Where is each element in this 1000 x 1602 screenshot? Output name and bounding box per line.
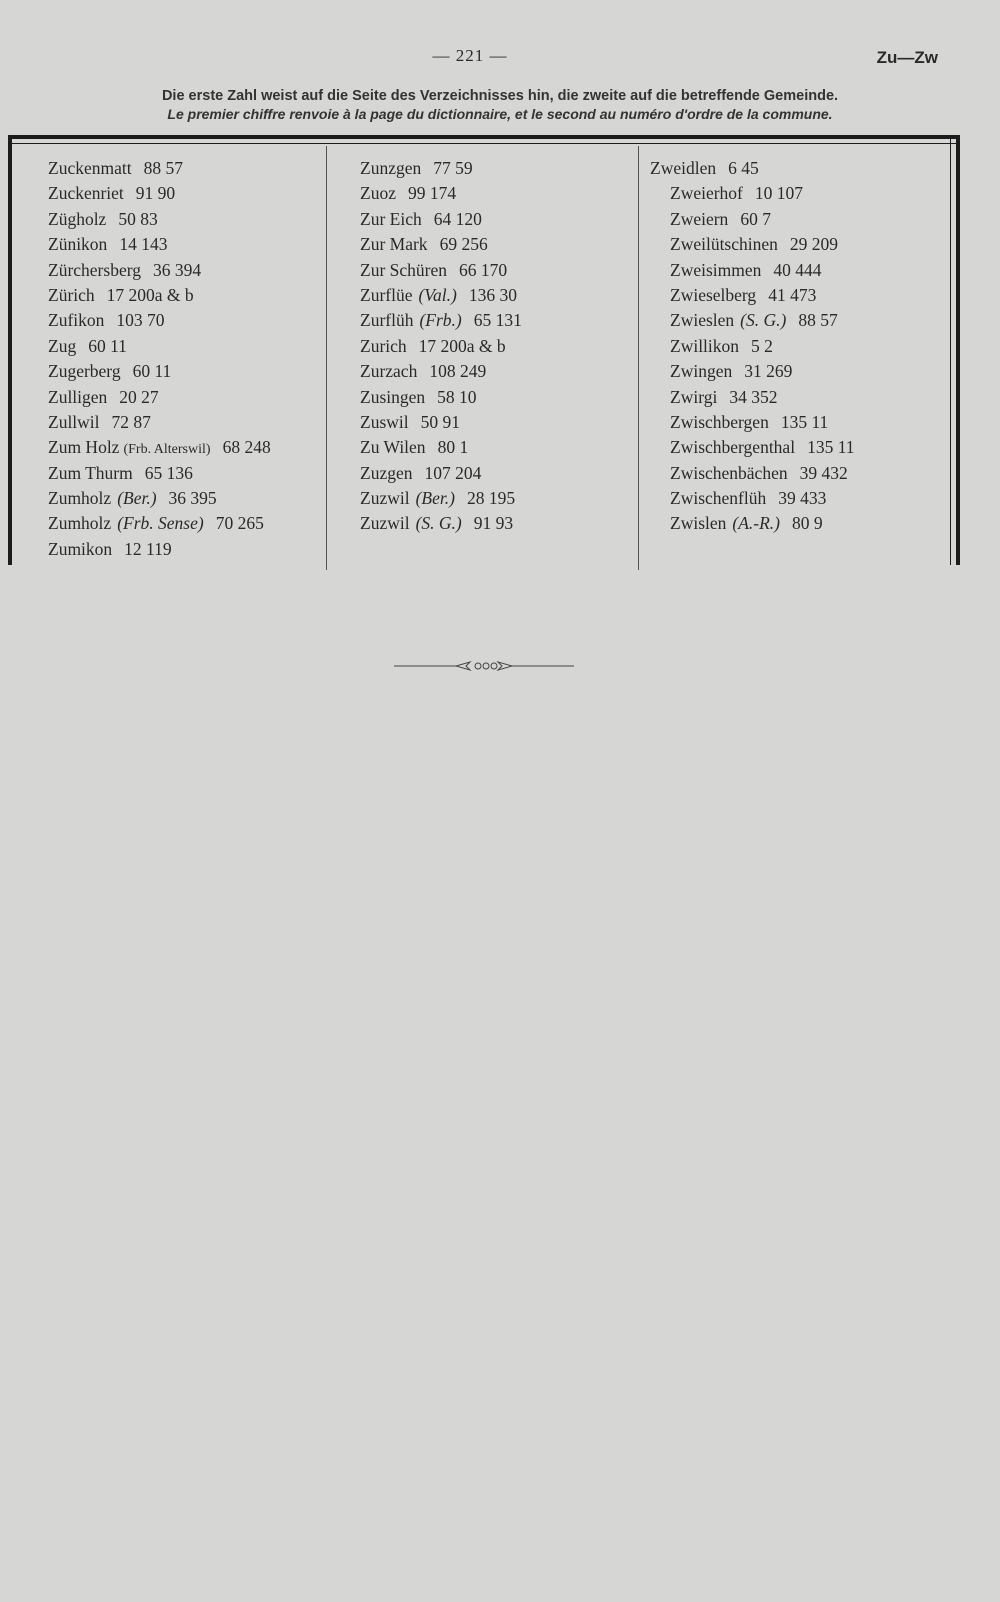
entry-page-and-number: 64 120 — [433, 208, 482, 229]
note-german: Die erste Zahl weist auf die Seite des Verzeichnisses hin, die zweite auf die betreffende Gemeinde. — [161, 88, 839, 104]
entry-page-and-number: 29 209 — [789, 234, 839, 255]
index-entry — [650, 511, 855, 536]
entry-page-and-number: 34 352 — [729, 386, 778, 407]
entry-page-and-number: 80 9 — [792, 513, 823, 534]
entry-page-and-number: 70 265 — [215, 513, 264, 534]
entry-page-and-number: 72 87 — [111, 411, 151, 432]
entry-page-and-number: 50 91 — [420, 411, 460, 432]
index-entry — [360, 511, 522, 536]
ornament-divider — [394, 659, 574, 673]
entry-page-and-number: 135 11 — [807, 437, 855, 458]
entry-page-and-number: 28 195 — [466, 488, 516, 509]
index-entry — [650, 181, 855, 206]
entry-name: Zwislen — [670, 513, 727, 534]
index-entry — [48, 385, 271, 410]
entry-page-and-number: 103 70 — [116, 310, 165, 331]
entry-name: Zur Mark — [360, 234, 428, 255]
entry-name: Zügholz — [48, 208, 107, 229]
index-entry — [48, 258, 271, 283]
index-entry — [650, 207, 855, 232]
entry-name: Zurich — [360, 335, 407, 356]
entry-page-and-number: 91 93 — [473, 513, 514, 534]
entry-name: Zufikon — [48, 310, 105, 331]
entry-name: Zuoz — [360, 183, 396, 204]
entry-page-and-number: 50 83 — [118, 208, 158, 229]
entry-name: Zumholz — [48, 488, 112, 509]
index-entry — [360, 486, 522, 511]
entry-name: Zuswil — [360, 411, 409, 432]
entry-name: Zuckenriet — [48, 183, 124, 204]
index-entry — [650, 410, 855, 435]
entry-page-and-number: 36 394 — [152, 259, 202, 280]
entry-name: Zuzwil — [360, 488, 410, 509]
index-entry — [650, 385, 855, 410]
entry-page-and-number: 68 248 — [222, 437, 271, 458]
entry-name: Zurflüh — [360, 310, 414, 331]
entry-name: Zürchersberg — [48, 259, 141, 280]
top-rule-thin — [8, 143, 960, 144]
entry-page-and-number: 69 256 — [439, 234, 488, 255]
entry-name: Zweiern — [670, 208, 729, 229]
index-entry — [360, 385, 522, 410]
page-header — [0, 46, 1000, 76]
index-entry — [360, 334, 522, 359]
entry-name: Zünikon — [48, 234, 108, 255]
index-entry — [48, 511, 271, 536]
index-entry — [48, 156, 271, 181]
index-entry — [48, 181, 271, 206]
left-border — [8, 135, 12, 565]
entry-page-and-number: 60 11 — [88, 335, 127, 356]
entry-name: Zwieselberg — [670, 284, 757, 305]
usage-notes — [0, 88, 1000, 122]
index-entry — [650, 486, 855, 511]
entry-name: Zurflüe — [360, 284, 413, 305]
entry-name: Zumholz — [48, 513, 112, 534]
index-entry — [48, 308, 271, 333]
entry-name: Zum Thurm — [48, 462, 133, 483]
entry-page-and-number: 65 136 — [144, 462, 193, 483]
index-column-1 — [48, 156, 271, 562]
entry-name: Zürich — [48, 284, 95, 305]
entry-page-and-number: 41 473 — [768, 284, 817, 305]
entry-name: Zwischenbächen — [670, 462, 788, 483]
index-entry — [360, 308, 522, 333]
entry-page-and-number: 91 90 — [135, 183, 176, 204]
entry-name: Zuckenmatt — [48, 158, 132, 178]
index-entry — [360, 181, 522, 206]
index-entry — [48, 435, 271, 460]
entry-qualifier: (A.-R.) — [732, 513, 781, 534]
index-entry — [48, 232, 271, 257]
entry-name: Zug — [48, 335, 77, 356]
entry-name: Zur Schüren — [360, 259, 447, 280]
entry-name: Zweisimmen — [670, 259, 762, 280]
index-entry — [650, 156, 855, 181]
entry-page-and-number: 77 59 — [433, 158, 473, 178]
index-entry — [360, 232, 522, 257]
entry-page-and-number: 31 269 — [744, 361, 793, 382]
entry-page-and-number: 14 143 — [119, 234, 168, 255]
index-entry — [360, 410, 522, 435]
entry-name: Zwirgi — [670, 386, 718, 407]
entry-page-and-number: 12 119 — [124, 538, 172, 559]
entry-page-and-number: 108 249 — [429, 361, 487, 382]
index-entry — [48, 207, 271, 232]
entry-name: Zullwil — [48, 411, 100, 432]
index-entry — [360, 359, 522, 384]
index-entry — [48, 461, 271, 486]
entry-page-and-number: 88 57 — [143, 158, 183, 178]
index-entry — [650, 435, 855, 460]
entry-page-and-number: 6 45 — [728, 158, 759, 178]
top-rule-thick — [8, 135, 960, 139]
entry-page-and-number: 40 444 — [773, 259, 822, 280]
entry-qualifier: (Ber.) — [415, 488, 455, 509]
entry-name: Zum Holz — [48, 437, 120, 458]
index-entry — [650, 308, 855, 333]
entry-page-and-number: 60 11 — [132, 361, 172, 382]
entry-page-and-number: 36 395 — [168, 488, 217, 509]
entry-name: Zuzgen — [360, 462, 413, 483]
index-entry — [48, 486, 271, 511]
entry-name: Zweidlen — [650, 158, 717, 178]
entry-name: Zwischbergen — [670, 411, 769, 432]
right-border — [956, 135, 960, 565]
index-entry — [360, 435, 522, 460]
entry-name: Zwieslen — [670, 310, 735, 331]
entry-qualifier: (S. G.) — [415, 513, 462, 534]
entry-page-and-number: 135 11 — [780, 411, 829, 432]
alphabetical-range-label: Zu—Zw — [876, 48, 938, 67]
entry-name: Zwischbergenthal — [670, 437, 796, 458]
entry-page-and-number: 39 432 — [799, 462, 848, 483]
entry-page-and-number: 20 27 — [119, 386, 159, 407]
entry-name: Zweilütschinen — [670, 234, 778, 255]
index-column-3 — [650, 156, 855, 537]
index-column-2 — [360, 156, 522, 537]
entry-page-and-number: 39 433 — [778, 488, 827, 509]
column-divider — [638, 146, 639, 570]
index-entry — [48, 410, 271, 435]
entry-qualifier: (Frb. Alterswil) — [123, 442, 211, 458]
index-entry — [48, 334, 271, 359]
entry-qualifier: (S. G.) — [740, 310, 787, 331]
entry-name: Zwillikon — [670, 335, 740, 356]
entry-name: Zuzwil — [360, 513, 410, 534]
entry-page-and-number: 17 200a & b — [106, 284, 194, 305]
entry-name: Zugerberg — [48, 361, 121, 382]
entry-name: Zwischenflüh — [670, 488, 767, 509]
entry-qualifier: (Val.) — [418, 284, 457, 305]
index-entry — [650, 334, 855, 359]
index-entry — [360, 283, 522, 308]
entry-page-and-number: 5 2 — [751, 335, 773, 356]
index-entry — [650, 359, 855, 384]
index-entry — [650, 283, 855, 308]
entry-name: Zulligen — [48, 386, 108, 407]
column-divider — [326, 146, 327, 570]
note-french: Le premier chiffre renvoie à la page du dictionnaire, et le second au numéro d'ordre de la commune. — [167, 106, 833, 122]
entry-page-and-number: 66 170 — [459, 259, 508, 280]
entry-qualifier: (Frb.) — [419, 310, 462, 331]
index-entry — [48, 359, 271, 384]
entry-name: Zweierhof — [670, 183, 743, 204]
entry-name: Zurzach — [360, 361, 418, 382]
index-entry — [360, 156, 522, 181]
entry-name: Zur Eich — [360, 208, 422, 229]
index-entry — [48, 283, 271, 308]
index-entry — [650, 461, 855, 486]
index-entry — [650, 232, 855, 257]
entry-page-and-number: 10 107 — [754, 183, 804, 204]
entry-page-and-number: 136 30 — [468, 284, 518, 305]
entry-page-and-number: 99 174 — [407, 183, 457, 204]
index-entry — [360, 207, 522, 232]
entry-name: Zunzgen — [360, 158, 422, 178]
entry-page-and-number: 80 1 — [437, 437, 469, 458]
entry-name: Zumikon — [48, 538, 113, 559]
entry-name: Zwingen — [670, 361, 733, 382]
index-entry — [48, 537, 271, 562]
entry-page-and-number: 58 10 — [437, 386, 477, 407]
entry-qualifier: (Frb. Sense) — [117, 513, 204, 534]
page-number: — 221 — — [432, 46, 508, 65]
entry-page-and-number: 88 57 — [798, 310, 838, 331]
entry-page-and-number: 107 204 — [424, 462, 482, 483]
entry-page-and-number: 65 131 — [473, 310, 522, 331]
entry-qualifier: (Ber.) — [117, 488, 157, 509]
index-entry — [360, 461, 522, 486]
index-entry — [360, 258, 522, 283]
right-inner-border — [950, 135, 951, 565]
entry-page-and-number: 17 200a & b — [418, 335, 506, 356]
entry-name: Zusingen — [360, 386, 426, 407]
entry-name: Zu Wilen — [360, 437, 426, 458]
index-entry — [650, 258, 855, 283]
entry-page-and-number: 60 7 — [740, 208, 771, 229]
